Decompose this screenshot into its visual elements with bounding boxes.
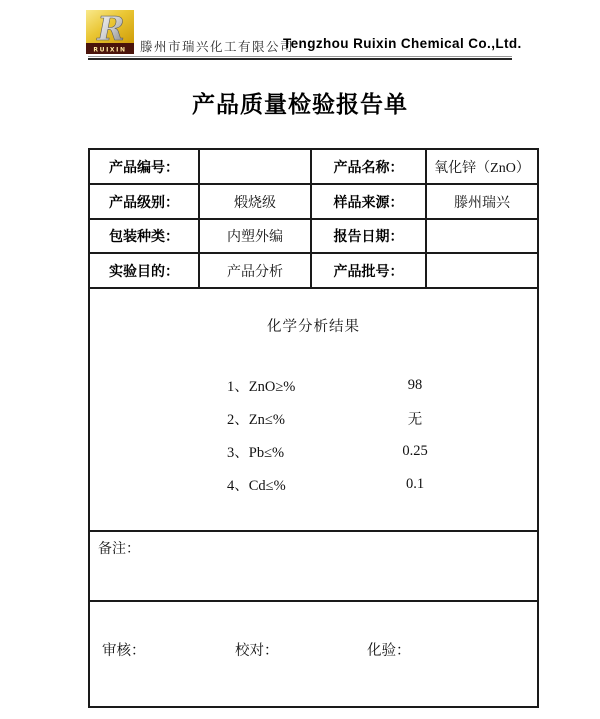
logo-brand-text: RUIXIN bbox=[93, 46, 127, 54]
product-name-label: 产品名称： bbox=[311, 149, 426, 184]
analysis-section bbox=[89, 288, 538, 531]
analysis-item-name: 4、Cd≤% bbox=[227, 478, 286, 494]
analysis-item-value: 0.1 bbox=[405, 476, 425, 492]
logo-r-letter: R bbox=[97, 10, 125, 48]
proofread-label: 校对： bbox=[235, 642, 279, 659]
company-name-chinese: 滕州市瑞兴化工有限公司 bbox=[140, 40, 295, 54]
analysis-items-list bbox=[90, 369, 537, 501]
test-label: 化验： bbox=[367, 642, 411, 659]
remarks-label: 备注： bbox=[98, 542, 140, 557]
analysis-item-name: 1、ZnO≥% bbox=[227, 379, 296, 395]
table-row bbox=[89, 253, 538, 288]
table-row bbox=[89, 184, 538, 219]
table-row bbox=[89, 149, 538, 184]
ruixin-logo-icon bbox=[86, 10, 134, 56]
report-table bbox=[88, 148, 539, 708]
analysis-section-title: 化学分析结果 bbox=[267, 319, 360, 335]
company-logo bbox=[86, 10, 134, 56]
grade-label: 产品级别： bbox=[89, 184, 199, 219]
analysis-item-value: 无 bbox=[407, 412, 423, 428]
purpose-value: 产品分析 bbox=[199, 253, 311, 288]
report-date-label: 报告日期： bbox=[311, 219, 426, 253]
sample-source-label: 样品来源： bbox=[311, 184, 426, 219]
analysis-item-value: 98 bbox=[407, 377, 423, 393]
analysis-item-zno bbox=[90, 369, 537, 402]
analysis-item-zn bbox=[90, 402, 537, 435]
sample-source-value: 滕州瑞兴 bbox=[426, 184, 538, 219]
analysis-item-cd bbox=[90, 468, 537, 501]
analysis-item-value: 0.25 bbox=[402, 443, 428, 459]
page-title: 产品质量检验报告单 bbox=[192, 91, 408, 117]
analysis-section-row bbox=[89, 288, 538, 531]
remarks-row bbox=[89, 531, 538, 601]
review-label: 审核： bbox=[102, 642, 146, 659]
analysis-item-name: 3、Pb≤% bbox=[227, 445, 285, 461]
product-name-value: 氧化锌（ZnO） bbox=[426, 149, 538, 184]
packing-value: 内塑外编 bbox=[199, 219, 311, 253]
remarks-section bbox=[89, 531, 538, 601]
batch-label: 产品批号： bbox=[311, 253, 426, 288]
product-no-label: 产品编号： bbox=[89, 149, 199, 184]
signoff-line bbox=[90, 639, 537, 670]
signoff-section bbox=[89, 601, 538, 707]
analysis-item-pb bbox=[90, 435, 537, 468]
batch-value bbox=[426, 253, 538, 288]
analysis-item-name: 2、Zn≤% bbox=[227, 412, 285, 428]
header-divider bbox=[88, 56, 512, 60]
signoff-row bbox=[89, 601, 538, 707]
purpose-label: 实验目的： bbox=[89, 253, 199, 288]
packing-label: 包装种类： bbox=[89, 219, 199, 253]
company-name-english: Tengzhou Ruixin Chemical Co.,Ltd. bbox=[283, 36, 522, 51]
table-row bbox=[89, 219, 538, 253]
grade-value: 煅烧级 bbox=[199, 184, 311, 219]
product-no-value bbox=[199, 149, 311, 184]
report-date-value bbox=[426, 219, 538, 253]
